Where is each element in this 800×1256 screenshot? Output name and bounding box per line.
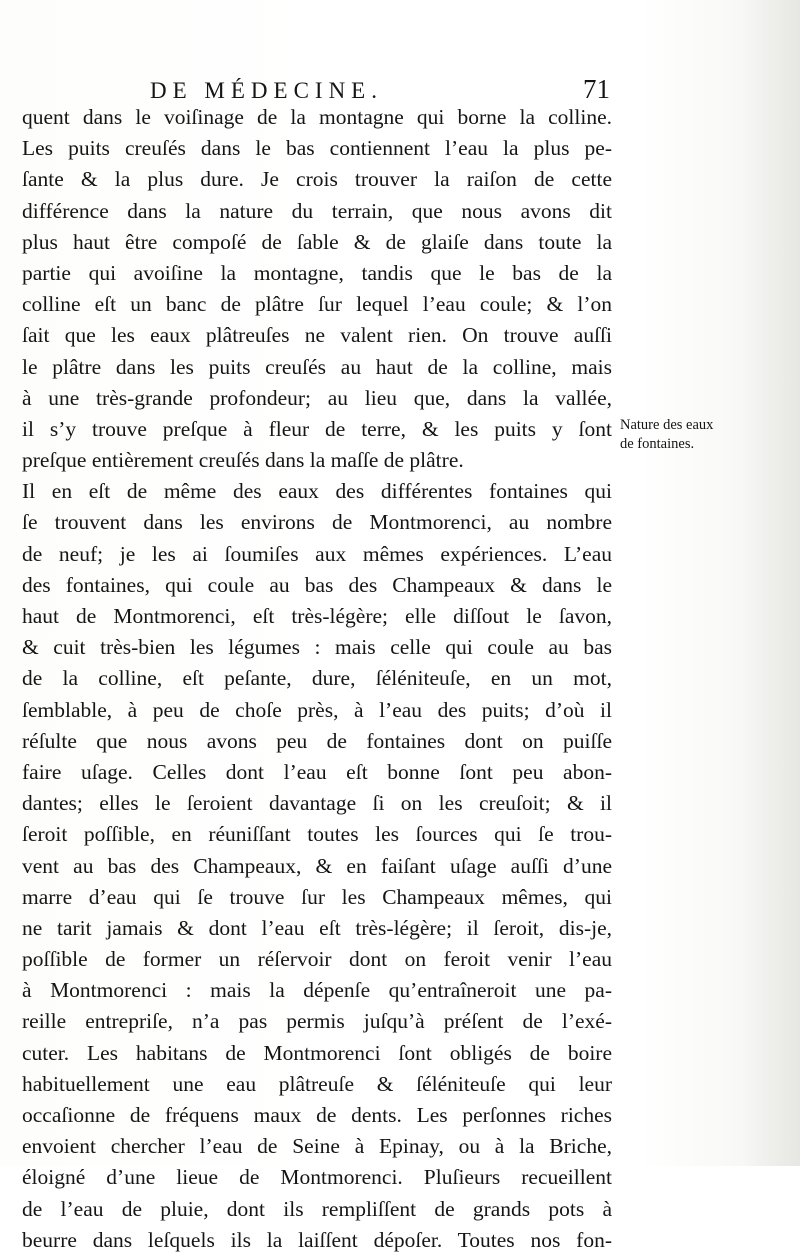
text-line: beurre dans leſquels ils la laiſſent dépoſer. Toutes nos fon- xyxy=(22,1227,612,1252)
text-line: de la colline, eſt peſante, dure, ſéléniteuſe, en un mot, xyxy=(22,666,612,691)
text-line: ſeroit poſſible, en réuniſſant toutes les ſources qui ſe trou- xyxy=(22,822,612,847)
show-through-shadow xyxy=(740,0,800,1166)
running-head: DE MÉDECINE. xyxy=(150,78,383,103)
text-line: des fontaines, qui coule au bas des Champeaux & dans le xyxy=(22,572,612,597)
text-line: dantes; elles le ſeroient davantage ſi on les creuſoit; & il xyxy=(22,791,612,816)
margin-note xyxy=(620,416,798,454)
margin-note-line: Nature des eaux xyxy=(620,417,714,433)
margin-note-line: de fontaines. xyxy=(620,436,695,452)
text-line: haut de Montmorenci, eſt très-légère; elle diſſout le ſavon, xyxy=(22,604,612,628)
text-line: réſulte que nous avons peu de fontaines dont on puiſſe xyxy=(22,728,612,753)
text-line: reille entrepriſe, n’a pas permis juſqu’à préſent de l’exé- xyxy=(22,1009,612,1034)
text-line: envoient chercher l’eau de Seine à Epinay, ou à la Briche, xyxy=(22,1134,612,1159)
paragraph-start-line: Il en eſt de même des eaux des différentes fontaines qui xyxy=(22,479,612,504)
text-line: ne tarit jamais & dont l’eau eſt très-légère; il ſeroit, dis-je, xyxy=(22,915,612,940)
text-line: preſque entièrement creuſés dans la maſſe de plâtre. xyxy=(22,448,464,473)
text-line: partie qui avoiſine la montagne, tandis que le bas de la xyxy=(22,260,612,285)
text-line: il s’y trouve preſque à fleur de terre, & les puits y ſont xyxy=(22,416,612,441)
text-line: occaſionne de fréquens maux de dents. Les perſonnes riches xyxy=(22,1103,612,1127)
text-line: & cuit très-bien les légumes : mais celle qui coule au bas xyxy=(22,635,612,660)
text-line: quent dans le voiſinage de la montagne qui borne la colline. xyxy=(22,105,612,129)
text-line: à une très-grande profondeur; au lieu que, dans la vallée, xyxy=(22,385,612,410)
text-line: différence dans la nature du terrain, que nous avons dit xyxy=(22,198,612,223)
text-line: ſante & la plus dure. Je crois trouver la raiſon de cette xyxy=(22,167,612,192)
text-line: vent au bas des Champeaux, & en faiſant uſage auſſi d’une xyxy=(22,853,612,878)
text-line: le plâtre dans les puits creuſés au haut de la colline, mais xyxy=(22,354,612,379)
text-line: habituellement une eau plâtreuſe & ſéléniteuſe qui leur xyxy=(22,1071,612,1096)
text-line: éloigné d’une lieue de Montmorenci. Pluſieurs recueillent xyxy=(22,1165,612,1190)
page-number: 71 xyxy=(583,74,610,104)
text-line: ſemblable, à peu de choſe près, à l’eau des puits; d’où il xyxy=(22,697,612,722)
text-line: plus haut être compoſé de ſable & de glaiſe dans toute la xyxy=(22,229,612,254)
text-line: à Montmorenci : mais la dépenſe qu’entraîneroit une pa- xyxy=(22,978,612,1003)
text-line: de l’eau de pluie, dont ils rempliſſent de grands pots à xyxy=(22,1196,612,1221)
text-line: faire uſage. Celles dont l’eau eſt bonne ſont peu abon- xyxy=(22,759,612,784)
text-line: de neuf; je les ai ſoumiſes aux mêmes expériences. L’eau xyxy=(22,541,612,566)
body-text xyxy=(22,102,612,1256)
text-line: marre d’eau qui ſe trouve ſur les Champeaux mêmes, qui xyxy=(22,884,612,909)
text-line: ſait que les eaux plâtreuſes ne valent rien. On trouve auſſi xyxy=(22,323,612,348)
text-line: colline eſt un banc de plâtre ſur lequel l’eau coule; & l’on xyxy=(22,292,612,317)
text-line: Les puits creuſés dans le bas contiennent l’eau la plus pe- xyxy=(22,136,612,161)
text-line: ſe trouvent dans les environs de Montmorenci, au nombre xyxy=(22,510,612,535)
text-line: cuter. Les habitans de Montmorenci ſont obligés de boire xyxy=(22,1040,612,1065)
text-line: poſſible de former un réſervoir dont on feroit venir l’eau xyxy=(22,947,612,972)
